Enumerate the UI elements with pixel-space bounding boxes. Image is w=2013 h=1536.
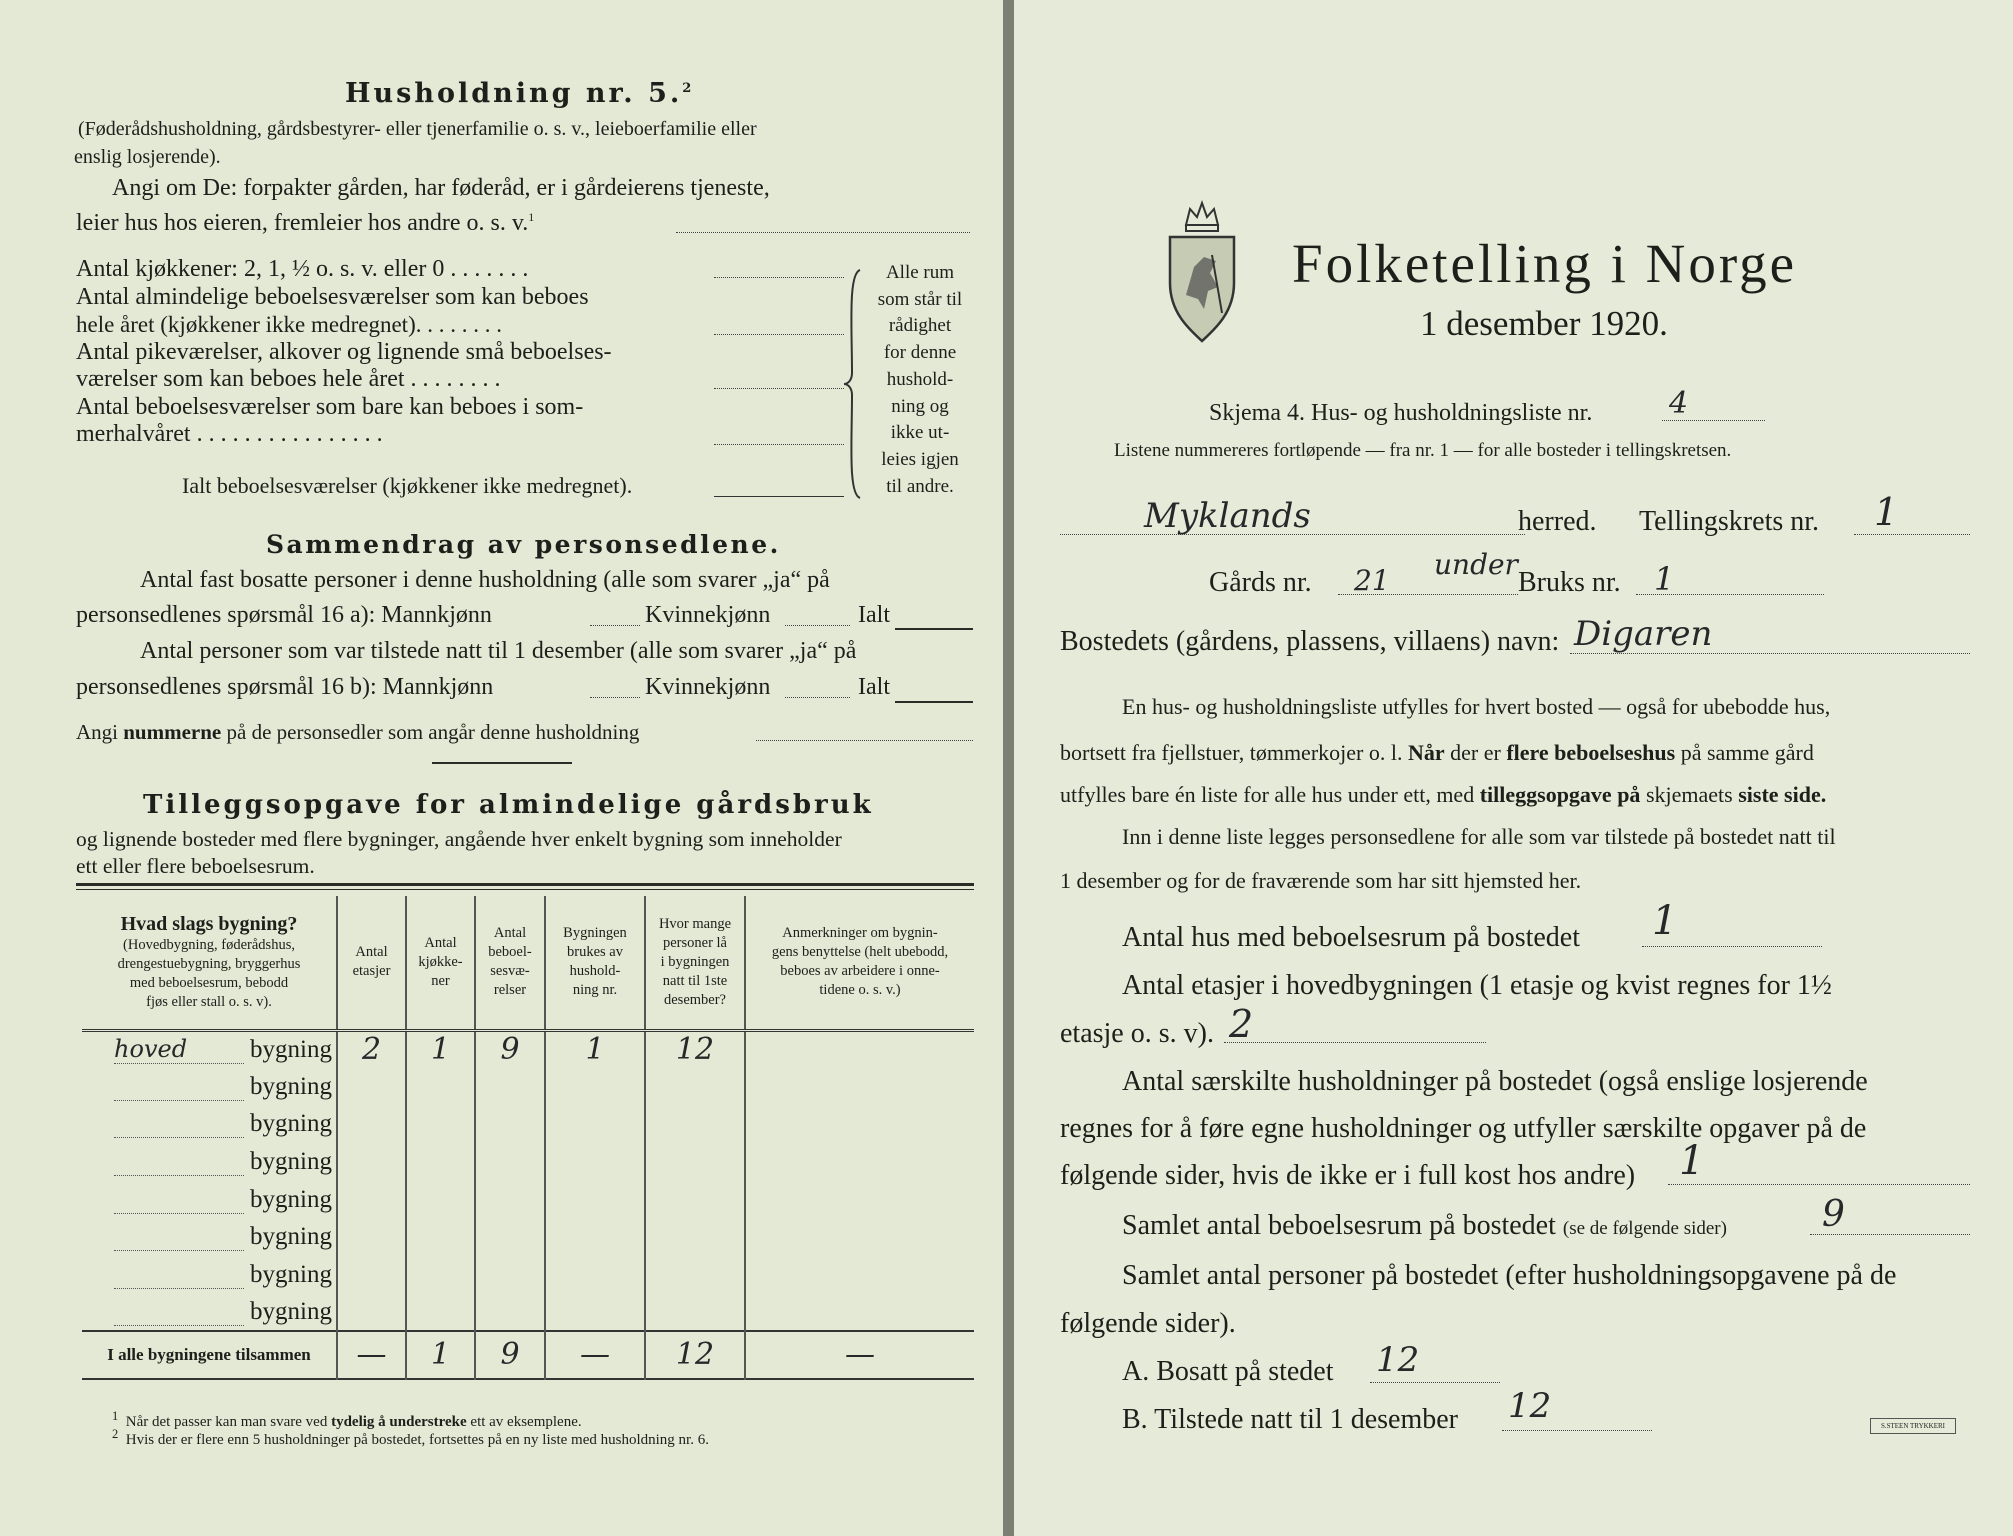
footnote-2: $^2$ Hvis der er flere enn 5 husholdninger på bostedet, fortsettes på en ny liste med husholdning nr. 6. [112,1427,709,1448]
building-value-cell[interactable]: 1 [406,1030,475,1068]
household-subtitle-line-2: enslig losjerende). [74,146,221,168]
herred-value[interactable]: Myklands [1144,496,1311,536]
building-value-cell[interactable] [645,1143,745,1181]
col-kitchens-header [406,896,475,1030]
rooms-total: Ialt beboelsesværelser (kjøkkener ikke medregnet). [182,473,633,498]
present-total-label: Ialt [858,674,890,700]
q-present-label: B. Tilstede natt til 1 desember [1122,1404,1458,1435]
col-header-line: tidene o. s. v.) [819,982,901,999]
building-type-cell[interactable] [82,1293,337,1331]
side-note-line: Alle rum [885,262,955,283]
col-header-line: relser [493,982,527,999]
col-remarks-header [745,896,974,1030]
col-building-type-note: med beboelsesrum, bebodd [129,974,289,991]
building-row [82,1256,974,1294]
resident-male-field[interactable] [590,625,640,626]
building-value-cell[interactable] [475,1068,545,1106]
col-header-line: beboel- [488,944,532,961]
building-value-cell[interactable] [645,1180,745,1218]
col-header-line: Antal [424,934,457,951]
building-type-cell[interactable] [82,1143,337,1181]
building-type-cell[interactable] [82,1180,337,1218]
building-value-cell[interactable] [545,1068,645,1106]
building-value-cell[interactable] [545,1218,645,1256]
q-resident-label: A. Bosatt på stedet [1122,1356,1334,1387]
q-houses-value[interactable]: 1 [1652,898,1678,944]
col-building-type-header [82,896,337,1030]
building-value-cell[interactable] [545,1180,645,1218]
building-label: bygning [250,1148,332,1176]
building-value-cell[interactable] [745,1105,974,1143]
resident-female-field[interactable] [785,625,850,626]
q-rooms-value[interactable]: 9 [1822,1194,1845,1235]
tellingskrets-value[interactable]: 1 [1874,490,1899,534]
instruction-3: utfylles bare én liste for alle hus under ett, med tilleggsopgave på skjemaets siste side. [1060,782,1827,807]
building-row [82,1180,974,1218]
building-row [82,1143,974,1181]
col-header-line: Anmerkninger om bygnin- [782,925,938,942]
household-title: Husholdning nr. 5.$^2$ [345,78,695,109]
rooms-summer-field[interactable] [714,444,844,445]
building-kind-value[interactable] [114,1109,244,1138]
col-header-line: brukes av [567,944,623,961]
tellingskrets-label: Tellingskrets nr. [1639,506,1820,537]
tellingskrets-field[interactable] [1854,534,1970,535]
building-value-cell[interactable]: 12 [645,1030,745,1068]
total-label: I alle bygningene tilsammen [82,1331,337,1379]
building-value-cell[interactable] [645,1256,745,1294]
building-kind-value[interactable] [114,1072,244,1101]
building-label: bygning [250,1260,332,1288]
summary-resident-1: Antal fast bosatte personer i denne husholdning (alle som svarer „ja“ på [140,567,830,593]
building-row [82,1105,974,1143]
summary-numbers-field[interactable] [756,740,973,741]
schema-number[interactable]: 4 [1669,386,1689,421]
rooms-summer-2: merhalvåret . . . . . . . . . . . . . . . . [76,421,383,447]
brace-icon [842,268,868,500]
building-value-cell[interactable] [545,1293,645,1331]
building-value-cell[interactable] [645,1105,745,1143]
present-female-field[interactable] [785,697,850,698]
rooms-small-field[interactable] [714,388,844,389]
q-present-value[interactable]: 12 [1508,1386,1552,1426]
col-header-line: hushold- [569,963,621,980]
building-row [82,1218,974,1256]
building-type-cell[interactable] [82,1030,337,1068]
building-value-cell[interactable] [475,1293,545,1331]
census-title: Folketelling i Norge [1292,233,1798,294]
building-value-cell[interactable] [745,1180,974,1218]
col-header-line: sesvæ- [490,963,530,980]
q-households-value[interactable]: 1 [1679,1138,1705,1184]
total-value-cell[interactable]: 9 [475,1331,545,1379]
building-value-cell[interactable] [337,1293,406,1331]
q-floors-line-1: Antal etasjer i hovedbygningen (1 etasje og kvist regnes for 1½ [1122,970,1832,1001]
building-label: bygning [250,1036,332,1064]
q-persons-line-1: Samlet antal personer på bostedet (efter husholdningsopgavene på de [1122,1260,1897,1291]
building-value-cell[interactable]: 2 [337,1030,406,1068]
building-value-cell[interactable] [475,1218,545,1256]
col-header-line: kjøkke- [418,953,463,970]
side-note-line: leies igjen [881,448,959,470]
col-header-line: Antal [493,925,527,942]
summary-present-1: Antal personer som var tilstede natt til 1 desember (alle som svarer „ja“ på [140,638,857,664]
building-value-cell[interactable] [337,1105,406,1143]
census-date: 1 desember 1920. [1420,304,1668,343]
summary-resident-2: personsedlenes spørsmål 16 a): Mannkjønn [76,602,492,628]
total-value-cell[interactable]: — [845,1337,875,1373]
col-floors-header [337,896,406,1030]
building-value-cell[interactable] [745,1218,974,1256]
building-value-cell[interactable] [745,1030,974,1068]
building-label: bygning [250,1110,332,1138]
q-floors-value[interactable]: 2 [1229,1002,1254,1046]
col-header-line: gens benyttelse (helt ubebodd, [771,944,949,961]
footnote-1: $^1$ Når det passer kan man svare ved tydelig å understreke ett av eksemplene. [112,1409,582,1430]
supplement-intro-2: ett eller flere beboelsesrum. [76,854,315,878]
instruction-1: En hus- og husholdningsliste utfylles for hvert bosted — også for ubebodde hus, [1122,694,1831,719]
q-rooms-label: Samlet antal beboelsesrum på bostedet (se de følgende sider) [1122,1210,1727,1241]
building-kind-value[interactable] [114,1222,244,1251]
resident-female-label: Kvinnekjønn [645,602,771,628]
building-value-cell[interactable] [545,1143,645,1181]
col-header-line: ning nr. [572,982,618,999]
coat-of-arms-icon [1164,195,1240,345]
side-note-line: som står til [877,288,963,310]
bruks-label: Bruks nr. [1518,567,1621,598]
building-value-cell[interactable] [337,1068,406,1106]
col-header-line: natt til 1ste [662,972,728,989]
rooms-total-field[interactable] [714,496,844,497]
rooms-small-2: værelser som kan beboes hele året . . . . . . . . [76,366,501,392]
total-value-cell[interactable]: 12 [645,1331,745,1379]
instruction-5: 1 desember og for de fraværende som har sitt hjemsted her. [1060,868,1582,893]
building-value-cell[interactable] [545,1256,645,1294]
col-building-type-note: drengestuebygning, bryggerhus [117,955,301,972]
q-households-line-1: Antal særskilte husholdninger på bostedet (også enslige losjerende [1122,1066,1868,1097]
supplement-intro-1: og lignende bosteder med flere bygninger, angående hver enkelt bygning som inneholder [76,827,842,851]
building-value-cell[interactable] [337,1143,406,1181]
q-houses-label: Antal hus med beboelsesrum på bostedet [1122,922,1581,953]
rooms-kitchens-field[interactable] [714,277,844,278]
instruction-2: bortsett fra fjellstuer, tømmerkojer o. l. Når der er flere beboelseshus på samme gård [1060,740,1814,765]
col-persons-header [645,896,745,1030]
building-value-cell[interactable] [475,1180,545,1218]
building-value-cell[interactable] [406,1293,475,1331]
bosted-label: Bostedets (gårdens, plassens, villaens) navn: [1060,626,1560,657]
building-kind-value[interactable] [114,1147,244,1176]
building-type-cell[interactable] [82,1256,337,1294]
building-type-cell[interactable] [82,1105,337,1143]
table-top-rule-2 [76,889,974,890]
building-value-cell[interactable] [475,1256,545,1294]
table-header-row [82,896,974,1030]
building-value-cell[interactable] [337,1256,406,1294]
building-value-cell[interactable] [406,1256,475,1294]
side-note-line: ning og [891,395,949,417]
side-note-line: hushold- [886,368,954,390]
under-note[interactable]: under [1434,548,1518,581]
col-building-type-note: (Hovedbygning, føderådshus, [123,936,295,953]
gards-value[interactable]: 21 [1354,564,1390,597]
angi-line-2: leier hus hos eieren, fremleier hos andre o. s. v.$^1$ [76,210,535,236]
col-header-line: ner [431,972,450,989]
side-note-line: til andre. [886,475,954,497]
resident-total-field[interactable] [895,628,973,630]
building-value-cell[interactable] [645,1068,745,1106]
summary-numbers-line: Angi nummerne på de personsedler som angår denne husholdning [76,720,640,744]
schema-label: Skjema 4. Hus- og husholdningsliste nr. [1209,400,1593,426]
building-kind-value[interactable] [114,1260,244,1289]
side-note-line: rådighet [888,315,952,337]
q-floors-field[interactable] [1224,1042,1486,1043]
building-value-cell[interactable] [337,1218,406,1256]
building-row [82,1030,974,1068]
total-value-cell[interactable]: 1 [406,1331,475,1379]
col-rooms-header [475,896,545,1030]
building-label: bygning [250,1297,332,1325]
q-resident-value[interactable]: 12 [1376,1340,1420,1380]
col-header-line: i bygningen [660,953,730,970]
numbering-note: Listene nummereres fortløpende — fra nr. 1 — for alle bosteder i tellingskretsen. [1114,440,1732,461]
table-top-rule [76,883,974,886]
building-value-cell[interactable] [545,1105,645,1143]
building-label: bygning [250,1223,332,1251]
total-value-cell[interactable]: — [337,1331,406,1379]
rooms-ordinary-1: Antal almindelige beboelsesværelser som kan beboes [76,284,589,310]
building-value-cell[interactable] [745,1143,974,1181]
building-value-cell[interactable] [475,1143,545,1181]
q-floors-line-2: etasje o. s. v). [1060,1018,1214,1049]
total-row [82,1331,974,1379]
building-label: bygning [250,1185,332,1213]
printer-mark: S.STEEN TRYKKERI [1870,1418,1956,1434]
building-row [82,1293,974,1331]
col-building-type-title: Hvad slags bygning? [120,912,298,935]
bleed-through [1299,82,1309,108]
building-row [82,1068,974,1106]
col-header-line: Hvor mange [658,915,732,932]
building-value-cell[interactable] [745,1293,974,1331]
building-value-cell[interactable] [645,1218,745,1256]
building-value-cell[interactable] [406,1143,475,1181]
building-value-cell[interactable] [406,1180,475,1218]
building-type-cell[interactable] [82,1218,337,1256]
right-page [1014,0,2013,1536]
angi-answer-line[interactable] [676,232,970,233]
summary-present-2: personsedlenes spørsmål 16 b): Mannkjønn [76,674,494,700]
col-header-line: personer lå [662,934,727,951]
q-houses-field[interactable] [1642,946,1822,947]
building-type-cell[interactable] [82,1068,337,1106]
rooms-kitchens: Antal kjøkkener: 2, 1, ½ o. s. v. eller 0 . . . . . . . [76,256,529,282]
col-header-line: Bygningen [563,925,627,942]
resident-total-label: Ialt [858,602,890,628]
supplement-heading: Tilleggsopgave for almindelige gårdsbruk [143,790,874,820]
bruks-value[interactable]: 1 [1654,560,1675,598]
building-kind-value[interactable] [114,1297,244,1326]
building-value-cell[interactable]: 1 [545,1030,645,1068]
rooms-ordinary-field[interactable] [714,334,844,335]
gards-label: Gårds nr. [1209,567,1312,598]
side-note-line: ikke ut- [890,422,950,444]
rooms-summer-1: Antal beboelsesværelser som bare kan beboes i som- [76,394,584,420]
col-header-line: desember? [664,991,726,1008]
building-value-cell[interactable] [406,1105,475,1143]
building-value-cell[interactable] [745,1068,974,1106]
herred-label: herred. [1518,506,1597,537]
col-header-line: Antal [355,944,388,961]
col-household-header [545,896,645,1030]
q-present-field[interactable] [1502,1430,1652,1431]
building-label: bygning [250,1072,332,1100]
separator [432,762,572,764]
building-value-cell[interactable] [406,1068,475,1106]
building-value-cell[interactable] [406,1218,475,1256]
household-subtitle-line-1: (Føderådshusholdning, gårdsbestyrer- eller tjenerfamilie o. s. v., leieboerfamilie eller [78,118,757,140]
col-header-line: etasjer [352,963,391,980]
total-value-cell[interactable]: — [545,1331,645,1379]
building-kind-value[interactable] [114,1185,244,1214]
rooms-ordinary-2: hele året (kjøkkener ikke medregnet). . . . . . . . [76,312,502,337]
q-households-line-2: regnes for å føre egne husholdninger og utfyller særskilte opgaver på de [1060,1113,1867,1144]
building-value-cell[interactable] [337,1180,406,1218]
q-persons-line-2: følgende sider). [1060,1308,1236,1339]
instruction-4: Inn i denne liste legges personsedlene for alle som var tilstede på bostedet natt til [1122,824,1836,849]
q-resident-field[interactable] [1370,1382,1500,1383]
building-value-cell[interactable]: 9 [475,1030,545,1068]
present-female-label: Kvinnekjønn [645,674,771,700]
left-page [0,0,1003,1536]
building-value-cell[interactable] [475,1105,545,1143]
side-note-line: for denne [883,342,957,364]
present-male-field[interactable] [590,697,640,698]
present-total-field[interactable] [895,701,973,703]
rooms-side-note [870,260,970,500]
q-households-line-3: følgende sider, hvis de ikke er i full kost hos andre) [1060,1160,1636,1191]
q-households-field[interactable] [1668,1184,1970,1185]
angi-line-1: Angi om De: forpakter gården, har føderåd, er i gårdeierens tjeneste, [112,175,770,201]
summary-heading: Sammendrag av personsedlene. [266,530,781,559]
building-table [82,896,974,1380]
col-header-line: beboes av arbeidere i onne- [780,963,940,980]
col-building-type-note: fjøs eller stall o. s. v). [146,993,272,1010]
building-value-cell[interactable] [645,1293,745,1331]
bosted-value[interactable]: Digaren [1574,614,1713,654]
schema-number-field[interactable] [1662,420,1765,421]
rooms-small-1: Antal pikeværelser, alkover og lignende små beboelses- [76,339,612,365]
building-value-cell[interactable] [745,1256,974,1294]
building-kind-value[interactable]: hoved [114,1035,244,1064]
